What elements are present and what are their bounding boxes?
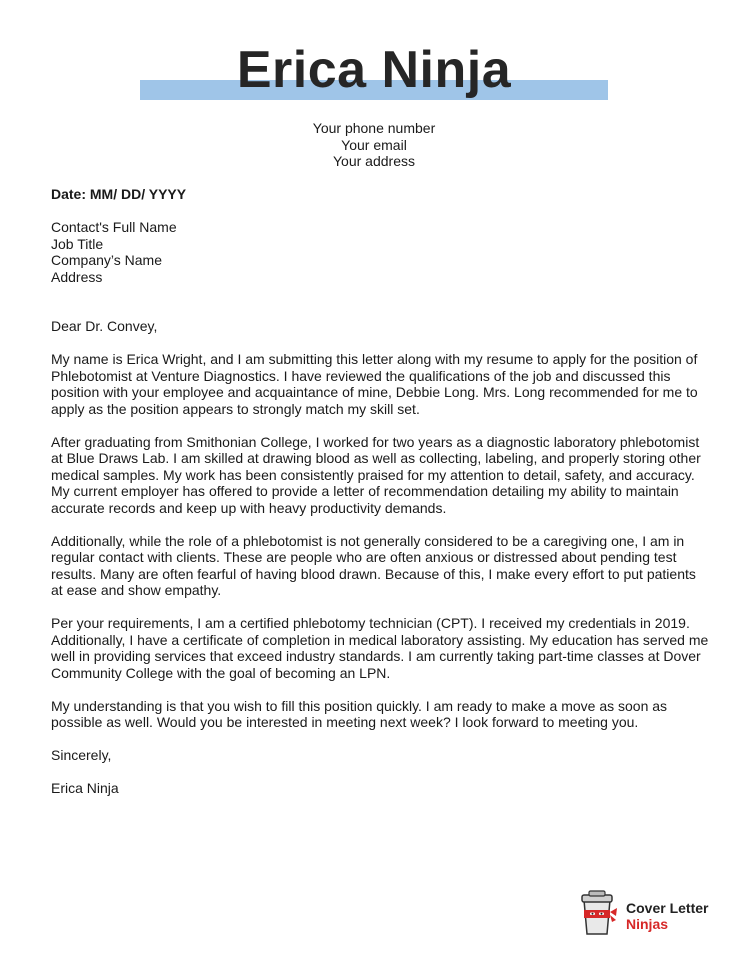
recipient-company: Company’s Name xyxy=(51,252,163,268)
signature: Erica Ninja xyxy=(51,780,119,796)
recipient-job-title: Job Title xyxy=(51,235,104,252)
applicant-name: Erica Ninja xyxy=(236,41,512,99)
email-address: Your email xyxy=(341,136,407,153)
recipient-block xyxy=(51,219,177,285)
logo-wordmark xyxy=(626,900,708,932)
paragraph-intro: My name is Erica Wright, and I am submitting this letter along with my resume to apply for the position of Phlebotomist at Venture Diagnostics. I have reviewed the qualifications of the job and discussed this position with your employee and acquaintance of mine, Debbie Long. Mrs. Long recommended for me to apply as the position appears to strongly match my skill set. xyxy=(51,351,698,417)
recipient-address: Address xyxy=(51,268,103,285)
paragraph-closing: My understanding is that you wish to fill this position quickly. I am ready to make a move as soon as possible as well. Would you be interested in meeting next week? I look forward to meeting you. xyxy=(51,697,668,730)
home-address: Your address xyxy=(333,153,415,169)
contact-info xyxy=(0,120,748,170)
paragraph-experience: After graduating from Smithonian College, I worked for two years as a diagnostic laboratory phlebotomist at Blue Draws Lab. I am skilled at drawing blood as well as collecting, labeling, and properly storing other medical samples. My work has been consistently praised for my attention to detail, safety, and accuracy. My current employer has offered to provide a letter of recommendation detailing my ability to maintain accurate records and keep up with heavy productivity demands. xyxy=(51,433,701,516)
phone-number: Your phone number xyxy=(312,120,436,136)
salutation: Dear Dr. Convey, xyxy=(51,318,158,334)
paragraph-credentials: Per your requirements, I am a certified phlebotomy technician (CPT). I received my credentials in 2019. Additionally, I have a certificate of completion in medical laboratory assisting. My education has served me well in providing services that exceed industry standards. I am currently taking part-time classes at Dover Community College with the goal of becoming an LPN. xyxy=(51,615,709,681)
paragraph-empathy: Additionally, while the role of a phlebotomist is not generally considered to be a caregiving one, I am in regular contact with clients. These are people who are often anxious or distressed about pending test results. Many are often fearful of having blood drawn. Because of this, I make every effort to put patients at ease and show empathy. xyxy=(51,532,696,598)
logo-line-1: Cover Letter xyxy=(626,900,709,916)
logo-line-2: Ninjas xyxy=(626,916,669,932)
ninja-cup-icon xyxy=(576,890,618,938)
closing: Sincerely, xyxy=(51,747,112,763)
recipient-full-name: Contact's Full Name xyxy=(51,219,177,235)
letter-body xyxy=(51,318,711,813)
letter-date: Date: MM/ DD/ YYYY xyxy=(51,186,187,202)
cover-letter-ninjas-logo xyxy=(576,890,726,940)
